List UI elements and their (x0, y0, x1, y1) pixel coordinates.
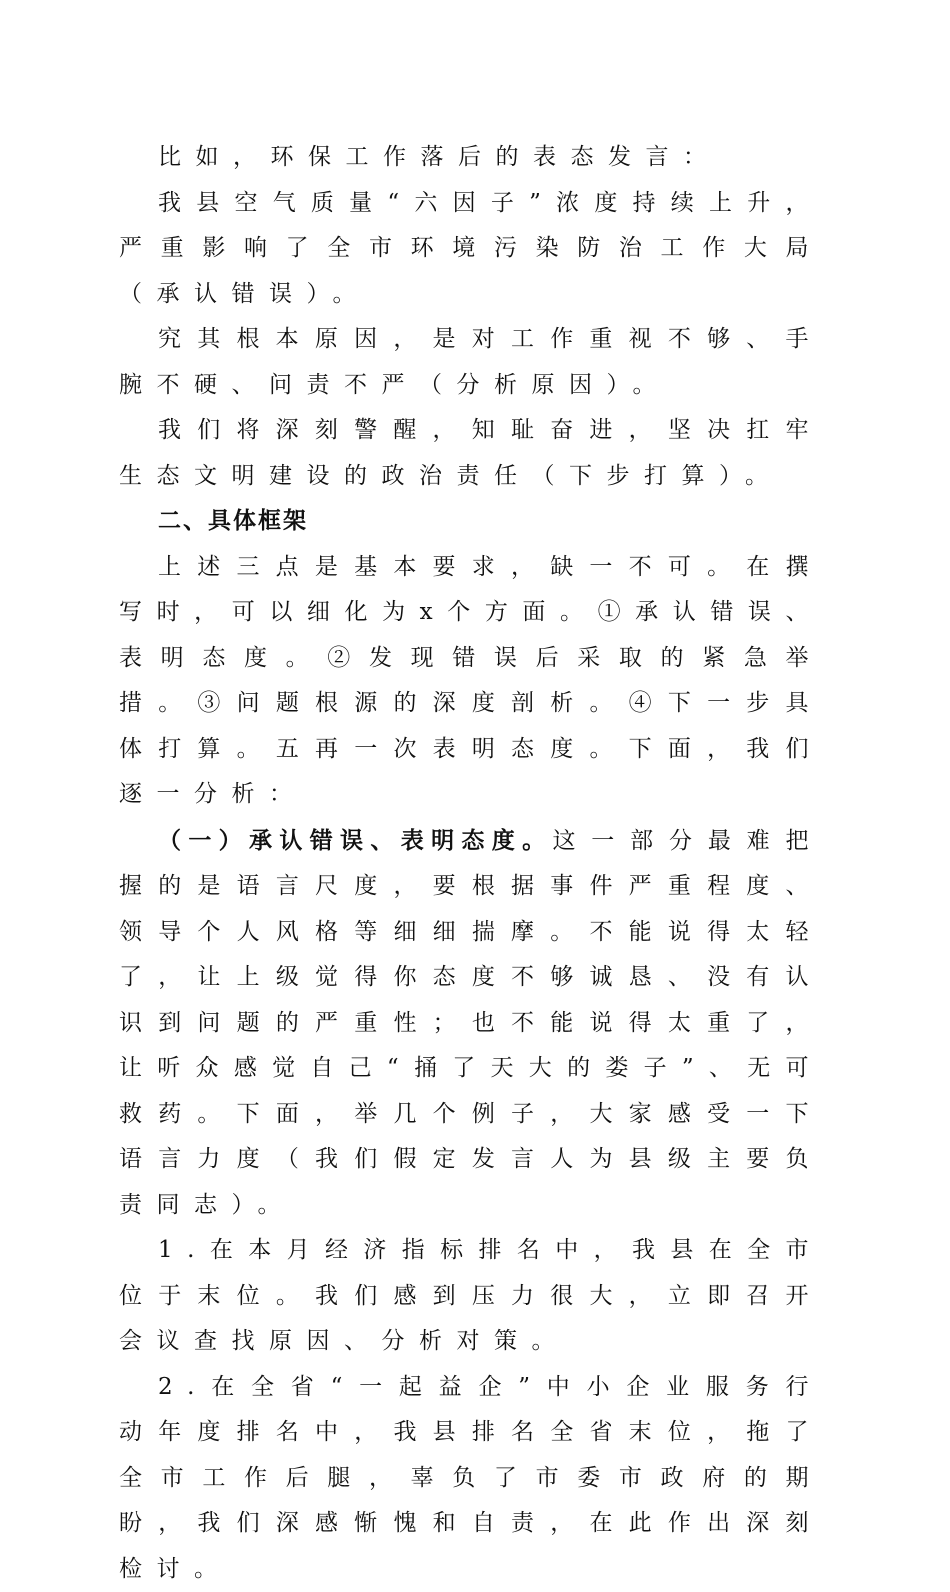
paragraph-example-intro: 比如，环保工作落后的表态发言： (119, 135, 823, 181)
paragraph-example-2: 2.在全省“一起益企”中小企业服务行动年度排名中，我县排名全省末位，拖了全市工作后腿，辜负了市委市政府的期盼，我们深感惭愧和自责，在此作出深刻检讨。 (119, 1365, 823, 1592)
paragraph-next-plan: 我们将深刻警醒，知耻奋进，坚决扛牢生态文明建设的政治责任（下步打算）。 (119, 408, 823, 499)
subsection-text: 这一部分最难把握的是语言尺度，要根据事件严重程度、领导个人风格等细细揣摩。不能说得太轻了，让上级觉得你态度不够诚恳、没有认识到问题的严重性；也不能说得太重了，让听众感觉自己“捅了天大的娄子”、无可救药。下面，举几个例子，大家感受一下语言力度（我们假定发言人为县级主要负责同志）。 (119, 828, 823, 1218)
paragraph-subsection-1 (119, 818, 823, 1229)
subsection-lead: （一）承认错误、表明态度。 (158, 827, 552, 854)
paragraph-example-1: 1.在本月经济指标排名中，我县在全市位于末位。我们感到压力很大，立即召开会议查找原因、分析对策。 (119, 1228, 823, 1365)
section-heading: 二、具体框架 (119, 499, 823, 545)
paragraph-admit-error: 我县空气质量“六因子”浓度持续上升，严重影响了全市环境污染防治工作大局（承认错误）。 (119, 181, 823, 318)
paragraph-analyze-cause: 究其根本原因，是对工作重视不够、手腕不硬、问责不严（分析原因）。 (119, 317, 823, 408)
document-page (119, 135, 823, 1592)
paragraph-framework: 上述三点是基本要求，缺一不可。在撰写时，可以细化为x个方面。①承认错误、表明态度。②发现错误后采取的紧急举措。③问题根源的深度剖析。④下一步具体打算。五再一次表明态度。下面，我们逐一分析： (119, 545, 823, 818)
